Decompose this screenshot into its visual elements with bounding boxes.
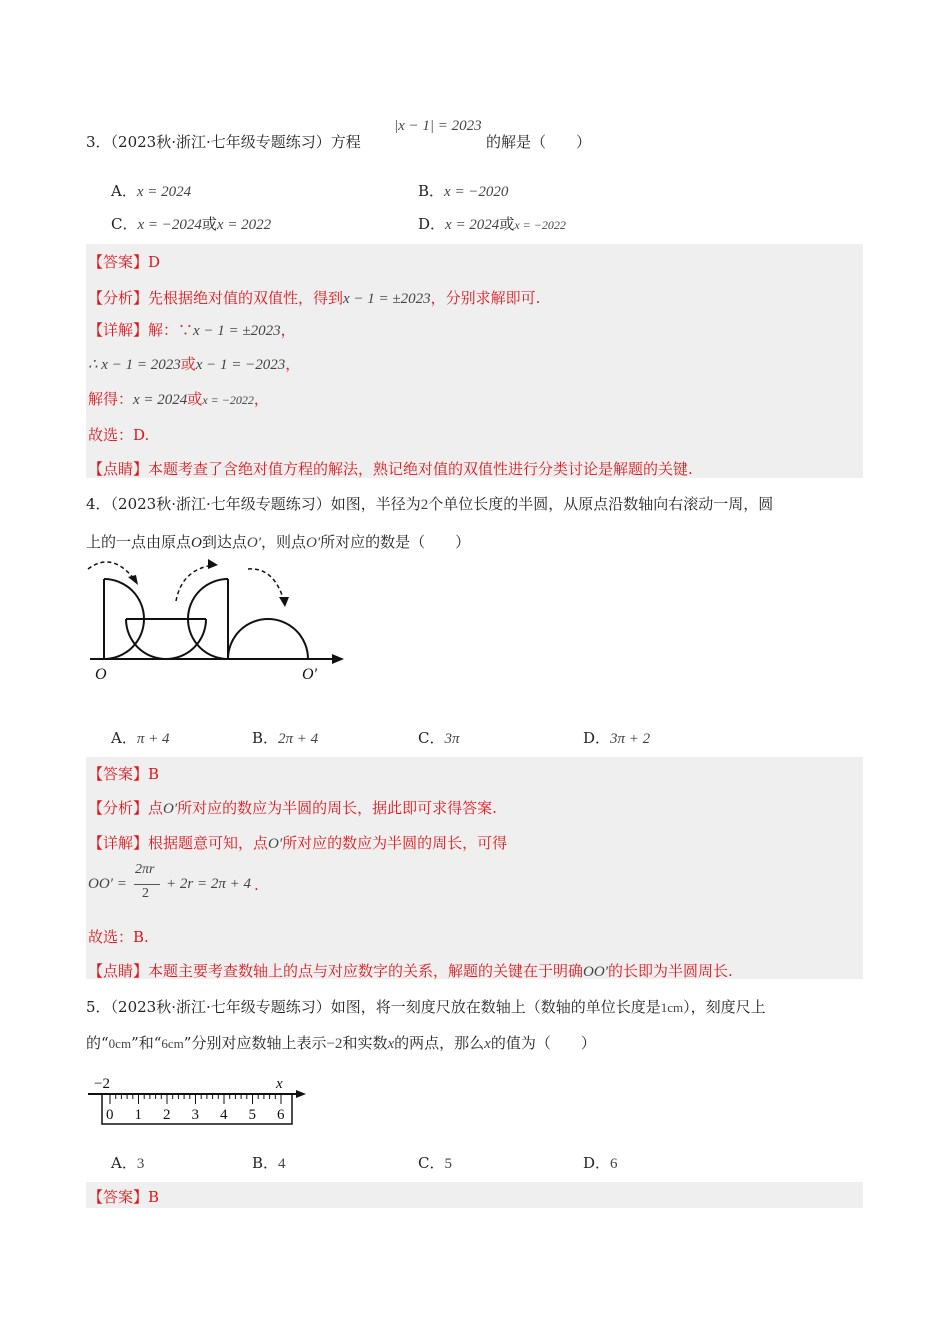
figure-label-x: x [276,1076,283,1092]
q4-option-a[interactable]: A．π + 4 [111,729,170,747]
roll-arrow-1 [88,562,134,579]
q3-stem: 3．（2023秋·浙江·七年级专题练习）方程 [86,133,361,151]
q4-analysis: 【分析】点O′所对应的数应为半圆的周长，据此即可求得答案. [88,799,497,817]
q3-option-b[interactable]: B．x = −2020 [418,182,509,200]
ruler-number: 5 [248,1107,256,1123]
q3-option-d[interactable]: D．x = 2024或x = −2022 [418,215,566,233]
q4-rolling-semicircle-figure [86,555,350,685]
q3-detail-line2: ∴ x − 1 = 2023或x − 1 = −2023， [88,355,301,373]
q3-option-c[interactable]: C．x = −2024或x = 2022 [111,215,272,233]
q5-solution-box [86,1182,863,1208]
roll-arrow-2-head-icon [208,559,218,569]
q3-choose: 故选：D. [88,426,150,444]
q4-answer: 【答案】B [88,765,160,783]
q3-detail: 【详解】解：∵x − 1 = ±2023， [88,321,296,339]
q4-option-c[interactable]: C．3π [418,729,460,747]
fraction-bar [134,884,160,885]
q4-option-b[interactable]: B．2π + 4 [252,729,319,747]
ruler-number: 0 [106,1107,114,1123]
q3-analysis: 【分析】先根据绝对值的双值性，得到x − 1 = ±2023，分别求解即可. [88,289,541,307]
axis-arrow-icon [296,1090,306,1098]
q3-answer: 【答案】D [88,253,161,271]
semicircle-4-arc [228,619,308,659]
q4-stem-line1: 4．（2023秋·浙江·七年级专题练习）如图，半径为2个单位长度的半圆，从原点沿数轴向右滚动一周，圆 [86,495,774,513]
q3-detail-line3: 解得：x = 2024或x = −2022， [88,390,269,408]
figure-label-o: O [95,666,107,683]
roll-arrow-1-head-icon [128,575,138,585]
q5-stem-line1: 5．（2023秋·浙江·七年级专题练习）如图，将一刻度尺放在数轴上（数轴的单位长度是1cm），刻度尺上 [86,998,766,1016]
q3-equation: |x − 1| = 2023 [394,118,482,134]
ruler-number: 1 [134,1107,142,1123]
q5-option-b[interactable]: B．4 [252,1154,286,1172]
ruler-number: 4 [220,1107,228,1123]
figure-label-minus-two: −2 [94,1076,110,1092]
ruler-number: 3 [191,1107,199,1123]
q4-solution-box [86,757,863,979]
q5-ruler-figure [86,1072,316,1130]
roll-arrow-3-head-icon [279,597,289,607]
ruler-number: 6 [277,1107,285,1123]
roll-arrow-3 [248,569,284,601]
q3-option-a[interactable]: A．x = 2024 [111,182,192,200]
q5-option-d[interactable]: D．6 [583,1154,618,1172]
q4-detail: 【详解】根据题意可知，点O′所对应的数应为半圆的周长，可得 [88,834,508,852]
q4-stem-line2: 上的一点由原点O到达点O′，则点O′所对应的数是（ ） [86,533,471,551]
q5-option-a[interactable]: A．3 [111,1154,145,1172]
q5-option-c[interactable]: C．5 [418,1154,452,1172]
figure-label-o-prime: O′ [302,666,318,683]
q3-stem-tail: 的解是（ ） [486,133,592,151]
q4-choose: 故选：B. [88,928,149,946]
q5-answer: 【答案】B [88,1188,160,1206]
q4-option-d[interactable]: D．3π + 2 [583,729,651,747]
ruler-number: 2 [163,1107,171,1123]
q3-comment: 【点睛】本题考查了含绝对值方程的解法，熟记绝对值的双值性进行分类讨论是解题的关键. [88,460,693,478]
q4-comment: 【点睛】本题主要考查数轴上的点与对应数字的关系，解题的关键在于明确OO′的长即为半圆周长. [88,962,733,980]
axis-arrow-icon [332,654,344,664]
q5-stem-line2: 的“0cm”和“6cm”分别对应数轴上表示−2和实数x的两点，那么x的值为（ ） [86,1034,596,1052]
